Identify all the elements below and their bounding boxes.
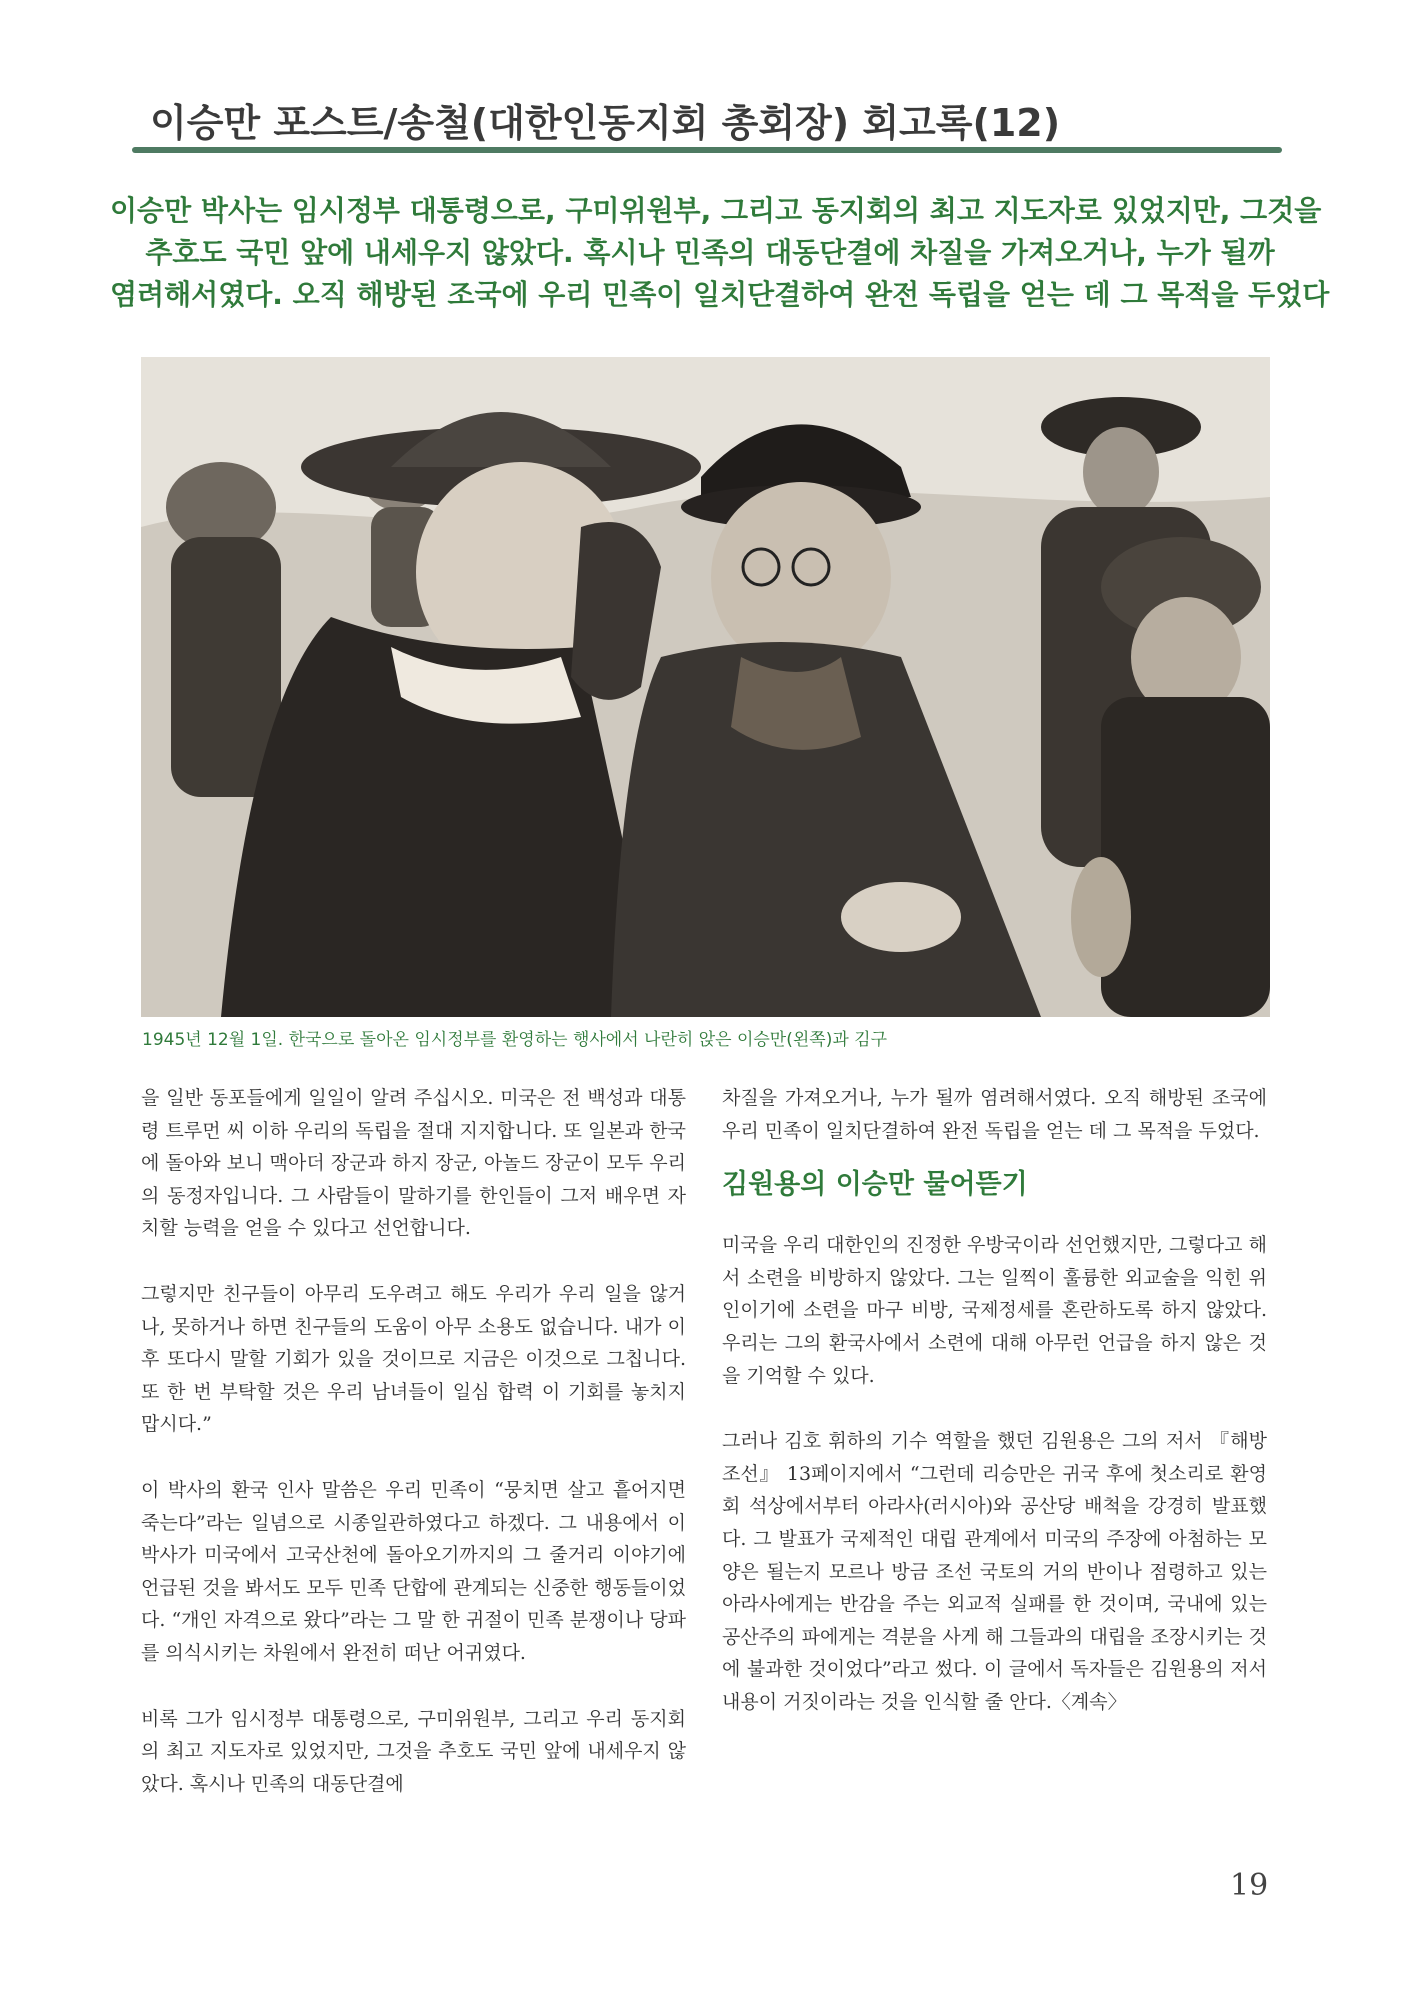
body-paragraph: 을 일반 동포들에게 일일이 알려 주십시오. 미국은 전 백성과 대통령 트루먼 씨 이하 우리의 독립을 절대 지지합니다. 또 일본과 한국에 돌아와 보니 맥아더 장군과 하지 장군, 아놀드 장군이 모두 우리의 동정자입니다. 그 사람들이 말하기를 한인들이 그저 배우면 자치할 능력을 얻을 수 있다고 선언합니다. bbox=[141, 1087, 686, 1240]
body-paragraph: 그렇지만 친구들이 아무리 도우려고 해도 우리가 우리 일을 않거나, 못하거나 하면 친구들의 도움이 아무 소용도 없습니다. 내가 이후 또다시 말할 기회가 있을 것이므로 지금은 이것으로 그칩니다. 또 한 번 부탁할 것은 우리 남녀들이 일심 합력 이 기회를 놓치지 맙시다.” bbox=[141, 1282, 686, 1436]
title-underline bbox=[132, 147, 1282, 153]
article-title: 이승만 포스트/송철(대한인동지회 총회장) 회고록(12) bbox=[150, 101, 1061, 145]
page-number: 19 bbox=[1230, 1868, 1269, 1903]
photo-caption: 1945년 12월 1일. 한국으로 돌아온 임시정부를 환영하는 행사에서 나란히 앉은 이승만(왼쪽)과 김구 bbox=[142, 1030, 888, 1050]
lead-line: 이승만 박사는 임시정부 대통령으로, 구미위원부, 그리고 동지회의 최고 지도자로 있었지만, 그것을 bbox=[110, 194, 1322, 227]
lead-line: 염려해서였다. 오직 해방된 조국에 우리 민족이 일치단결하여 완전 독립을 얻는 데 그 목적을 두었다 bbox=[110, 278, 1330, 311]
right-column bbox=[722, 1082, 1267, 1719]
photo-illustration bbox=[141, 357, 1270, 1017]
body-paragraph: 비록 그가 임시정부 대통령으로, 구미위원부, 그리고 우리 동지회의 최고 지도자로 있었지만, 그것을 추호도 국민 앞에 내세우지 않았다. 혹시나 민족의 대동단결에 bbox=[141, 1707, 686, 1795]
body-paragraph: 미국을 우리 대한인의 진정한 우방국이라 선언했지만, 그렇다고 해서 소련을 비방하지 않았다. 그는 일찍이 훌륭한 외교술을 익힌 위인이기에 소련을 마구 비방, 국제정세를 혼란하도록 하지 않았다. 우리는 그의 환국사에서 소련에 대해 아무런 언급을 하지 않은 것을 기억할 수 있다. bbox=[722, 1234, 1267, 1387]
historical-photo bbox=[141, 357, 1270, 1017]
left-column bbox=[141, 1082, 686, 1800]
body-paragraph: 그러나 김호 휘하의 기수 역할을 했던 김원용은 그의 저서 『해방 조선』 13페이지에서 “그런데 리승만은 귀국 후에 첫소리로 환영회 석상에서부터 아라사(러시아)와 공산당 배척을 강경히 발표했다. 그 발표가 국제적인 대립 관계에서 미국의 주장에 아첨하는 모양은 될는지 모르나 방금 조선 국토의 거의 반이나 점령하고 있는 아라사에게는 반감을 주는 외교적 실패를 한 것이며, 국내에 있는 공산주의 파에게는 격분을 사게 해 그들과의 대립을 조장시키는 것에 불과한 것이었다”라고 썼다. 이 글에서 독자들은 김원용의 저서 내용이 거짓이라는 것을 인식할 줄 안다.〈계속〉 bbox=[722, 1430, 1267, 1713]
body-paragraph: 차질을 가져오거나, 누가 될까 염려해서였다. 오직 해방된 조국에 우리 민족이 일치단결하여 완전 독립을 얻는 데 그 목적을 두었다. bbox=[722, 1087, 1267, 1142]
lead-paragraph bbox=[110, 190, 1330, 316]
lead-line: 추호도 국민 앞에 내세우지 않았다. 혹시나 민족의 대동단결에 차질을 가져오거나, 누가 될까 bbox=[145, 236, 1275, 269]
body-paragraph: 이 박사의 환국 인사 말씀은 우리 민족이 “뭉치면 살고 흩어지면 죽는다”라는 일념으로 시종일관하였다고 하겠다. 그 내용에서 이 박사가 미국에서 고국산천에 돌아오기까지의 그 줄거리 이야기에 언급된 것을 봐서도 모두 민족 단합에 관계되는 신중한 행동들이었다. “개인 자격으로 왔다”라는 그 말 한 귀절이 민족 분쟁이나 당파를 의식시키는 차원에서 완전히 떠난 어귀였다. bbox=[141, 1478, 686, 1664]
section-subheading: 김원용의 이승만 물어뜯기 bbox=[722, 1169, 1028, 1201]
